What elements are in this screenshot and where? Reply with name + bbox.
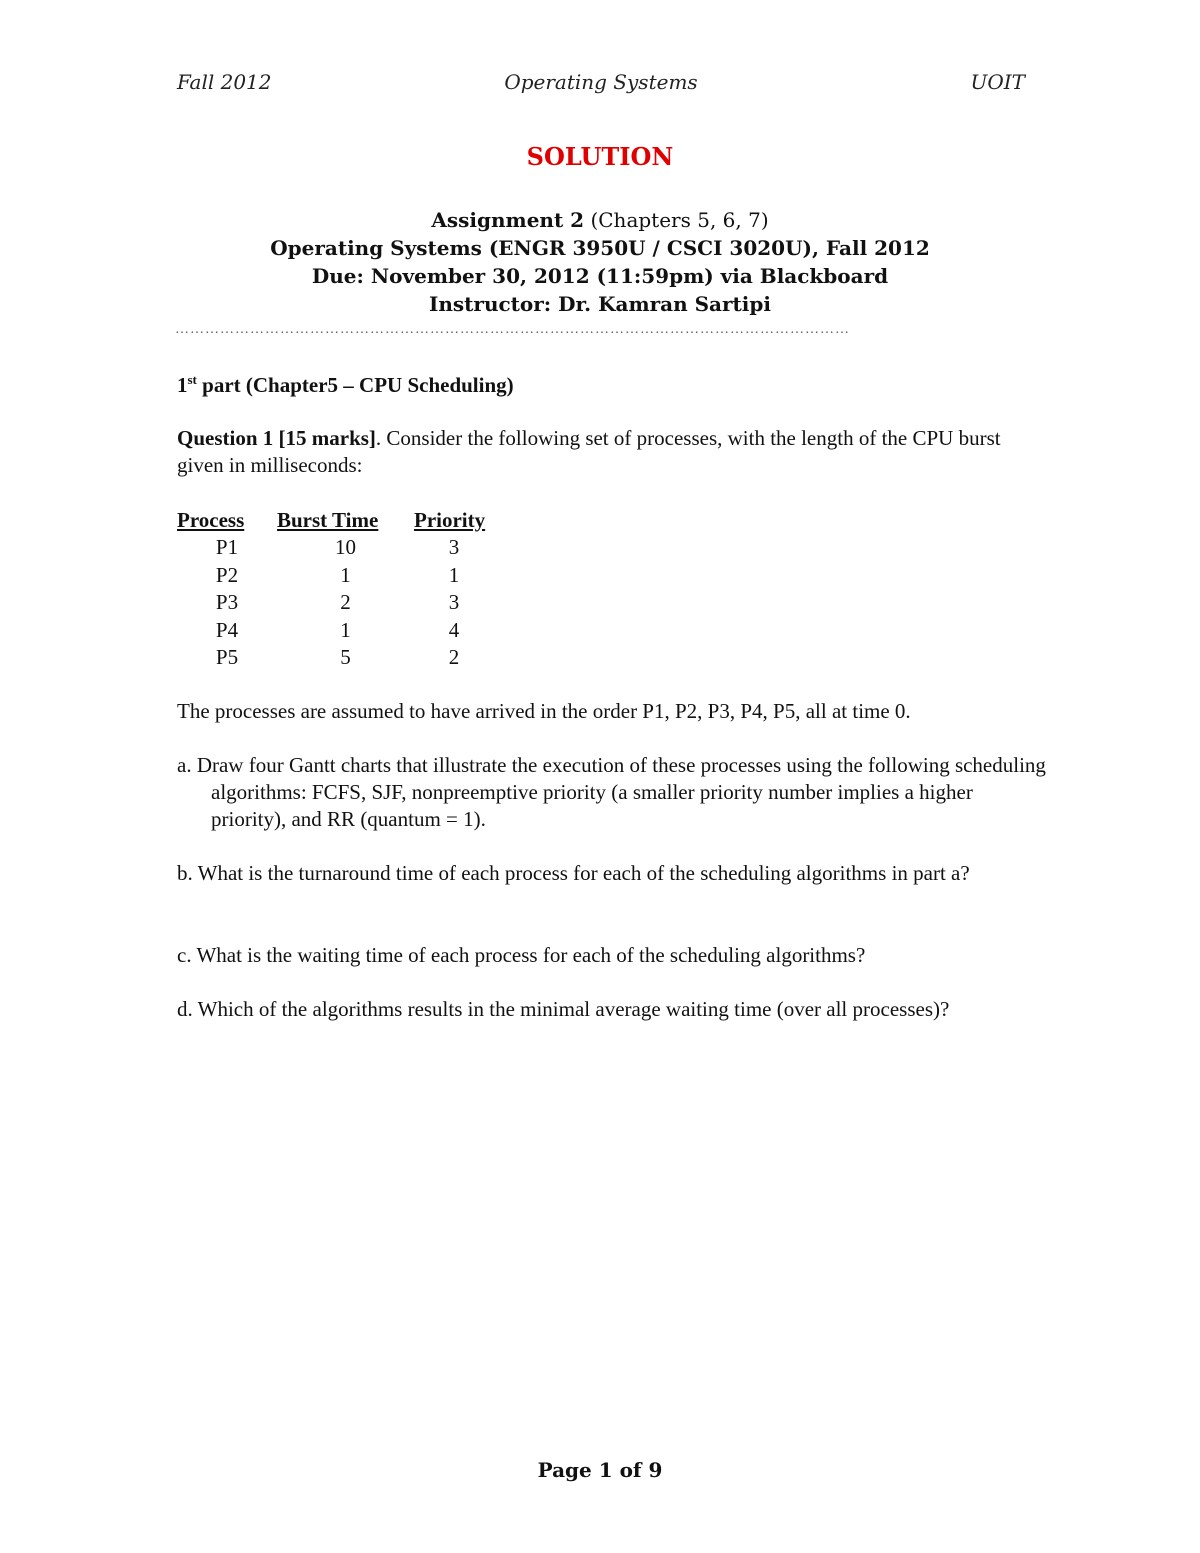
cell-priority: 2 — [448, 645, 460, 670]
question-label: Question 1 [15 marks] — [177, 426, 376, 450]
cell-process: P1 — [215, 535, 239, 560]
dotted-separator: ……………………………………………………………………………………………………………………… — [175, 322, 850, 337]
header-course: Operating Systems — [504, 70, 698, 94]
assignment-line-1 — [0, 206, 1200, 234]
page-header — [177, 70, 1025, 100]
question-part-a: a. Draw four Gantt charts that illustrate the execution of these processes using the following scheduling algorithms: FCFS, SJF, nonpreemptive priority (a smaller priority number implies a higher priority), and RR (quantum = 1). — [177, 753, 1046, 831]
cell-priority: 1 — [448, 562, 460, 587]
question-1 — [177, 425, 1017, 479]
header-institution: UOIT — [970, 70, 1025, 94]
cell-process: P4 — [215, 617, 239, 642]
part-ordinal: st — [187, 372, 197, 387]
column-header-burst-time: Burst Time — [277, 507, 379, 532]
part-title: part (Chapter5 – CPU Scheduling) — [196, 373, 514, 397]
page-number: Page 1 of 9 — [537, 1458, 663, 1482]
cell-priority: 3 — [448, 535, 460, 560]
question-part-d: d. Which of the algorithms results in the minimal average waiting time (over all processes)? — [177, 997, 950, 1021]
table-row — [177, 534, 494, 562]
cell-priority: 4 — [448, 617, 460, 642]
course-name: Operating Systems (ENGR 3950U / CSCI 3020U), Fall 2012 — [270, 236, 930, 260]
column-header-process: Process — [177, 507, 245, 532]
cell-process: P2 — [215, 562, 239, 587]
course-line — [0, 234, 1200, 262]
cell-burst: 2 — [340, 590, 351, 615]
column-header-priority: Priority — [414, 507, 486, 532]
question-part-c: c. What is the waiting time of each process for each of the scheduling algorithms? — [177, 943, 866, 967]
table-row — [177, 617, 494, 645]
table-row — [177, 589, 494, 617]
process-table — [177, 506, 494, 672]
solution-title: SOLUTION — [526, 142, 674, 171]
assignment-name: Assignment 2 — [431, 208, 585, 232]
cell-burst: 1 — [340, 562, 351, 587]
cell-process: P3 — [215, 590, 239, 615]
question-text: . Consider the following set of processes, with the length of the CPU burst given in milliseconds: — [177, 426, 1001, 477]
arrival-statement: The processes are assumed to have arrived in the order P1, P2, P3, P4, P5, all at time 0. — [177, 699, 911, 723]
part-number: 1 — [177, 373, 188, 397]
table-row — [177, 562, 494, 590]
part-heading — [177, 372, 514, 398]
due-line — [0, 262, 1200, 290]
instructor: Instructor: Dr. Kamran Sartipi — [429, 292, 771, 316]
cell-process: P5 — [215, 645, 239, 670]
cell-priority: 3 — [448, 590, 460, 615]
table-header-row — [177, 506, 494, 534]
due-date: Due: November 30, 2012 (11:59pm) via Blackboard — [311, 264, 889, 288]
cell-burst: 10 — [335, 535, 356, 560]
cell-burst: 1 — [340, 617, 351, 642]
assignment-info — [0, 206, 1200, 318]
question-part-b: b. What is the turnaround time of each process for each of the scheduling algorithms in part a? — [177, 861, 970, 885]
assignment-chapters: (Chapters 5, 6, 7) — [584, 208, 769, 232]
cell-burst: 5 — [340, 645, 351, 670]
header-term: Fall 2012 — [177, 70, 272, 94]
table-row — [177, 644, 494, 672]
instructor-line — [0, 290, 1200, 318]
